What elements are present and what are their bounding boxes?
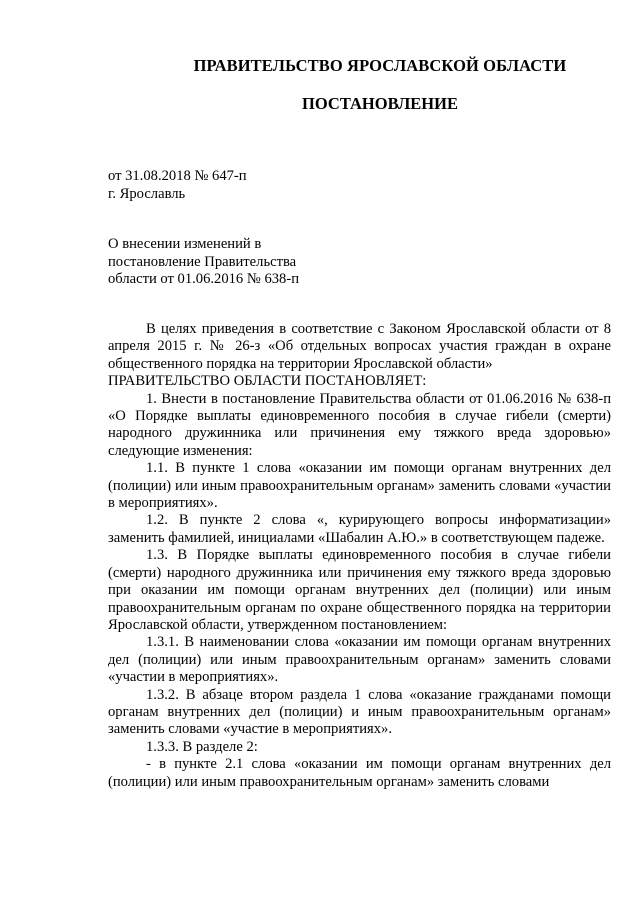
document-type-title: ПОСТАНОВЛЕНИЕ: [302, 94, 458, 113]
body-paragraph: - в пункте 2.1 слова «оказании им помощи органам внутренних дел (полиции) или иным правоохранительным органам» заменить словами: [108, 756, 611, 790]
resolution-clause: ПРАВИТЕЛЬСТВО ОБЛАСТИ ПОСТАНОВЛЯЕТ:: [108, 373, 427, 390]
subject-line: области от 01.06.2016 № 638-п: [108, 271, 300, 287]
document-date-number: от 31.08.2018 № 647-п: [108, 168, 247, 184]
body-paragraph: 1.3.1. В наименовании слова «оказании им помощи органам внутренних дел (полиции) или иным правоохранительным органам» заменить словами «участии в мероприятиях».: [108, 634, 611, 686]
document-subject: [108, 236, 348, 289]
body-paragraph: 1. Внести в постановление Правительства области от 01.06.2016 № 638-п «О Порядке выплаты единовременного пособия в случае гибели (смерти) народного дружинника или причинения ему тяжкого вреда здоровью» следующие изменения:: [108, 390, 611, 459]
organization-title: ПРАВИТЕЛЬСТВО ЯРОСЛАВСКОЙ ОБЛАСТИ: [193, 56, 567, 75]
subject-line: постановление Правительства: [108, 253, 297, 270]
document-body: [108, 321, 611, 791]
body-paragraph: 1.3. В Порядке выплаты единовременного пособия в случае гибели (смерти) народного дружинника или причинения ему тяжкого вреда здоровью при оказании им помощи органам внутренних дел (полиции) или иным правоохранительным органам по охране общественного порядка на территории Ярославской области, утвержденном постановлением:: [108, 547, 611, 633]
body-paragraph: 1.3.2. В абзаце втором раздела 1 слова «оказание гражданами помощи органам внутренних дел (полиции) и иным правоохранительным органам» заменить словами «участие в мероприятиях».: [108, 686, 611, 738]
body-paragraph: 1.3.3. В разделе 2:: [146, 738, 258, 755]
body-paragraph: 1.1. В пункте 1 слова «оказании им помощи органам внутренних дел (полиции) или иным правоохранительным органам» заменить словами «участии в мероприятиях».: [108, 460, 611, 512]
body-paragraph: 1.2. В пункте 2 слова «, курирующего вопросы информатизации» заменить фамилией, инициалами «Шабалин А.Ю.» в соответствующем падеже.: [108, 512, 611, 546]
subject-line: О внесении изменений в: [108, 236, 262, 252]
body-paragraph: В целях приведения в соответствие с Законом Ярославской области от 8 апреля 2015 г. № 26-з «Об отдельных вопросах участия граждан в охране общественного порядка на территории Ярославской области»: [108, 321, 611, 372]
document-city: г. Ярославль: [108, 186, 186, 202]
